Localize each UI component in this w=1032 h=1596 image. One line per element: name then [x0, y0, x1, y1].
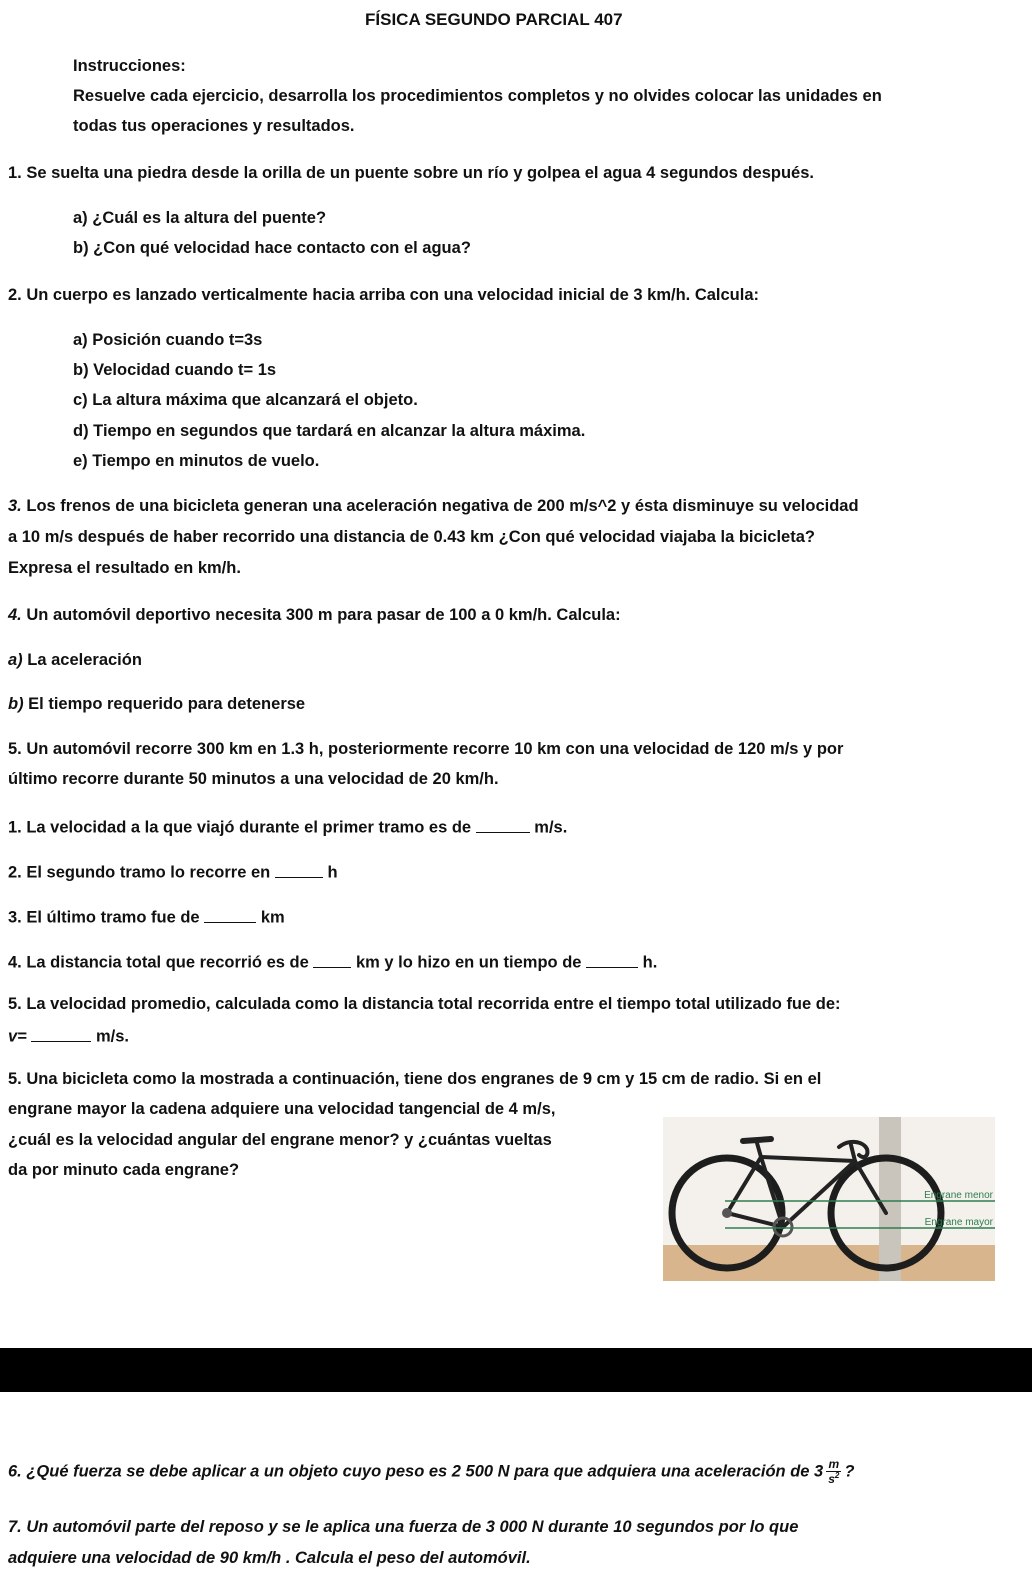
sub-3-unit: km — [260, 908, 285, 927]
instructions-line-2: todas tus operaciones y resultados. — [73, 117, 355, 135]
answer-blank — [313, 950, 351, 968]
page-title: FÍSICA SEGUNDO PARCIAL 407 — [365, 10, 623, 29]
answer-blank — [31, 1024, 91, 1042]
question-4 — [8, 605, 621, 626]
answer-blank — [476, 815, 530, 833]
fraction-denominator-base: s — [828, 1472, 835, 1487]
question-7-line-2: adquiere una velocidad de 90 km/h . Calcula el peso del automóvil. — [8, 1549, 531, 1567]
question-3-line-2: a 10 m/s después de haber recorrido una distancia de 0.43 km ¿Con qué velocidad viajaba la bicicleta? — [8, 528, 815, 546]
question-2-c: c) La altura máxima que alcanzará el objeto. — [73, 391, 418, 409]
question-2-b: b) Velocidad cuando t= 1s — [73, 361, 277, 379]
question-7-line-1: 7. Un automóvil parte del reposo y se le aplica una fuerza de 3 000 N durante 10 segundos por lo que — [8, 1518, 799, 1536]
bicycle-saddle — [743, 1139, 771, 1141]
question-5b-line-4: da por minuto cada engrane? — [8, 1161, 240, 1179]
sub-4-unit: h. — [642, 953, 658, 972]
question-1-b: b) ¿Con qué velocidad hace contacto con el agua? — [73, 239, 471, 257]
question-5b-line-3: ¿cuál es la velocidad angular del engrane menor? y ¿cuántas vueltas — [8, 1131, 552, 1149]
fraction-numerator: m — [828, 1457, 840, 1471]
sub-2-text: 2. El segundo tramo lo recorre en — [8, 863, 271, 882]
question-5-sub-4 — [8, 950, 657, 973]
question-4-b-text: El tiempo requerido para detenerse — [28, 695, 306, 713]
engrane-mayor-label: Engrane mayor — [924, 1217, 993, 1228]
question-6-text: 6. ¿Qué fuerza se debe aplicar a un objeto cuyo peso es 2 500 N para que adquiera una aceleración de 3 — [8, 1462, 824, 1481]
question-4-a-label: a) — [8, 651, 23, 669]
bicycle-illustration — [663, 1117, 995, 1281]
sub-2-unit: h — [327, 863, 338, 882]
sub-1-unit: m/s. — [534, 818, 568, 837]
question-5b-line-1: 5. Una bicicleta como la mostrada a continuación, tiene dos engranes de 9 cm y 15 cm de radio. Si en el — [8, 1070, 822, 1088]
question-2: 2. Un cuerpo es lanzado verticalmente hacia arriba con una velocidad inicial de 3 km/h. Calcula: — [8, 286, 760, 304]
fraction-denominator — [826, 1472, 841, 1486]
question-5-line-2: último recorre durante 50 minutos a una velocidad de 20 km/h. — [8, 770, 499, 788]
question-3-line-1 — [8, 496, 859, 517]
question-1-a: a) ¿Cuál es la altura del puente? — [73, 209, 327, 227]
question-5-sub-3 — [8, 905, 285, 928]
black-bar — [0, 1348, 1032, 1392]
engrane-menor-label: Engrane menor — [924, 1190, 993, 1201]
question-3-text: Los frenos de una bicicleta generan una aceleración negativa de 200 m/s^2 y ésta disminuye su velocidad — [26, 497, 859, 515]
question-4-b-label: b) — [8, 695, 24, 713]
sub-4-mid: km y lo hizo en un tiempo de — [355, 953, 582, 972]
sub-5-unit: m/s. — [96, 1027, 130, 1046]
question-5b-line-2: engrane mayor la cadena adquiere una velocidad tangencial de 4 m/s, — [8, 1100, 556, 1118]
answer-blank — [275, 860, 323, 878]
bicycle-rear-hub — [722, 1208, 732, 1218]
question-5-sub-5-line-1: 5. La velocidad promedio, calculada como la distancia total recorrida entre el tiempo total utilizado fue de: — [8, 995, 841, 1013]
question-6-end: ? — [844, 1462, 855, 1481]
sub-1-text: 1. La velocidad a la que viajó durante el primer tramo es de — [8, 818, 472, 837]
question-3-line-3: Expresa el resultado en km/h. — [8, 559, 241, 577]
question-4-number: 4. — [8, 606, 22, 624]
answer-blank — [204, 905, 256, 923]
acceleration-fraction — [826, 1458, 841, 1486]
question-6 — [8, 1458, 854, 1486]
question-4-text: Un automóvil deportivo necesita 300 m para pasar de 100 a 0 km/h. Calcula: — [26, 606, 621, 624]
question-2-d: d) Tiempo en segundos que tardará en alcanzar la altura máxima. — [73, 422, 586, 440]
question-4-a — [8, 650, 142, 671]
instructions-line-1: Resuelve cada ejercicio, desarrolla los procedimientos completos y no olvides colocar las unidades en — [73, 87, 882, 105]
answer-blank — [586, 950, 638, 968]
question-4-a-text: La aceleración — [27, 651, 142, 669]
question-5-sub-5-line-2 — [8, 1024, 129, 1047]
question-5-sub-2 — [8, 860, 338, 883]
bicycle-figure — [663, 1117, 995, 1281]
question-5-line-1: 5. Un automóvil recorre 300 km en 1.3 h, posteriormente recorre 10 km con una velocidad de 120 m/s y por — [8, 740, 844, 758]
photo-pillar — [879, 1117, 901, 1281]
question-1: 1. Se suelta una piedra desde la orilla de un puente sobre un río y golpea el agua 4 segundos después. — [8, 164, 814, 182]
sub-3-text: 3. El último tramo fue de — [8, 908, 200, 927]
sub-5-symbol: v= — [8, 1027, 27, 1046]
question-3-number: 3. — [8, 497, 22, 515]
instructions-heading: Instrucciones: — [73, 57, 186, 75]
question-2-e: e) Tiempo en minutos de vuelo. — [73, 452, 320, 470]
question-2-a: a) Posición cuando t=3s — [73, 331, 263, 349]
question-4-b — [8, 694, 305, 715]
question-5-sub-1 — [8, 815, 567, 838]
fraction-exponent: 2 — [834, 1471, 840, 1481]
sub-4-text: 4. La distancia total que recorrió es de — [8, 953, 309, 972]
